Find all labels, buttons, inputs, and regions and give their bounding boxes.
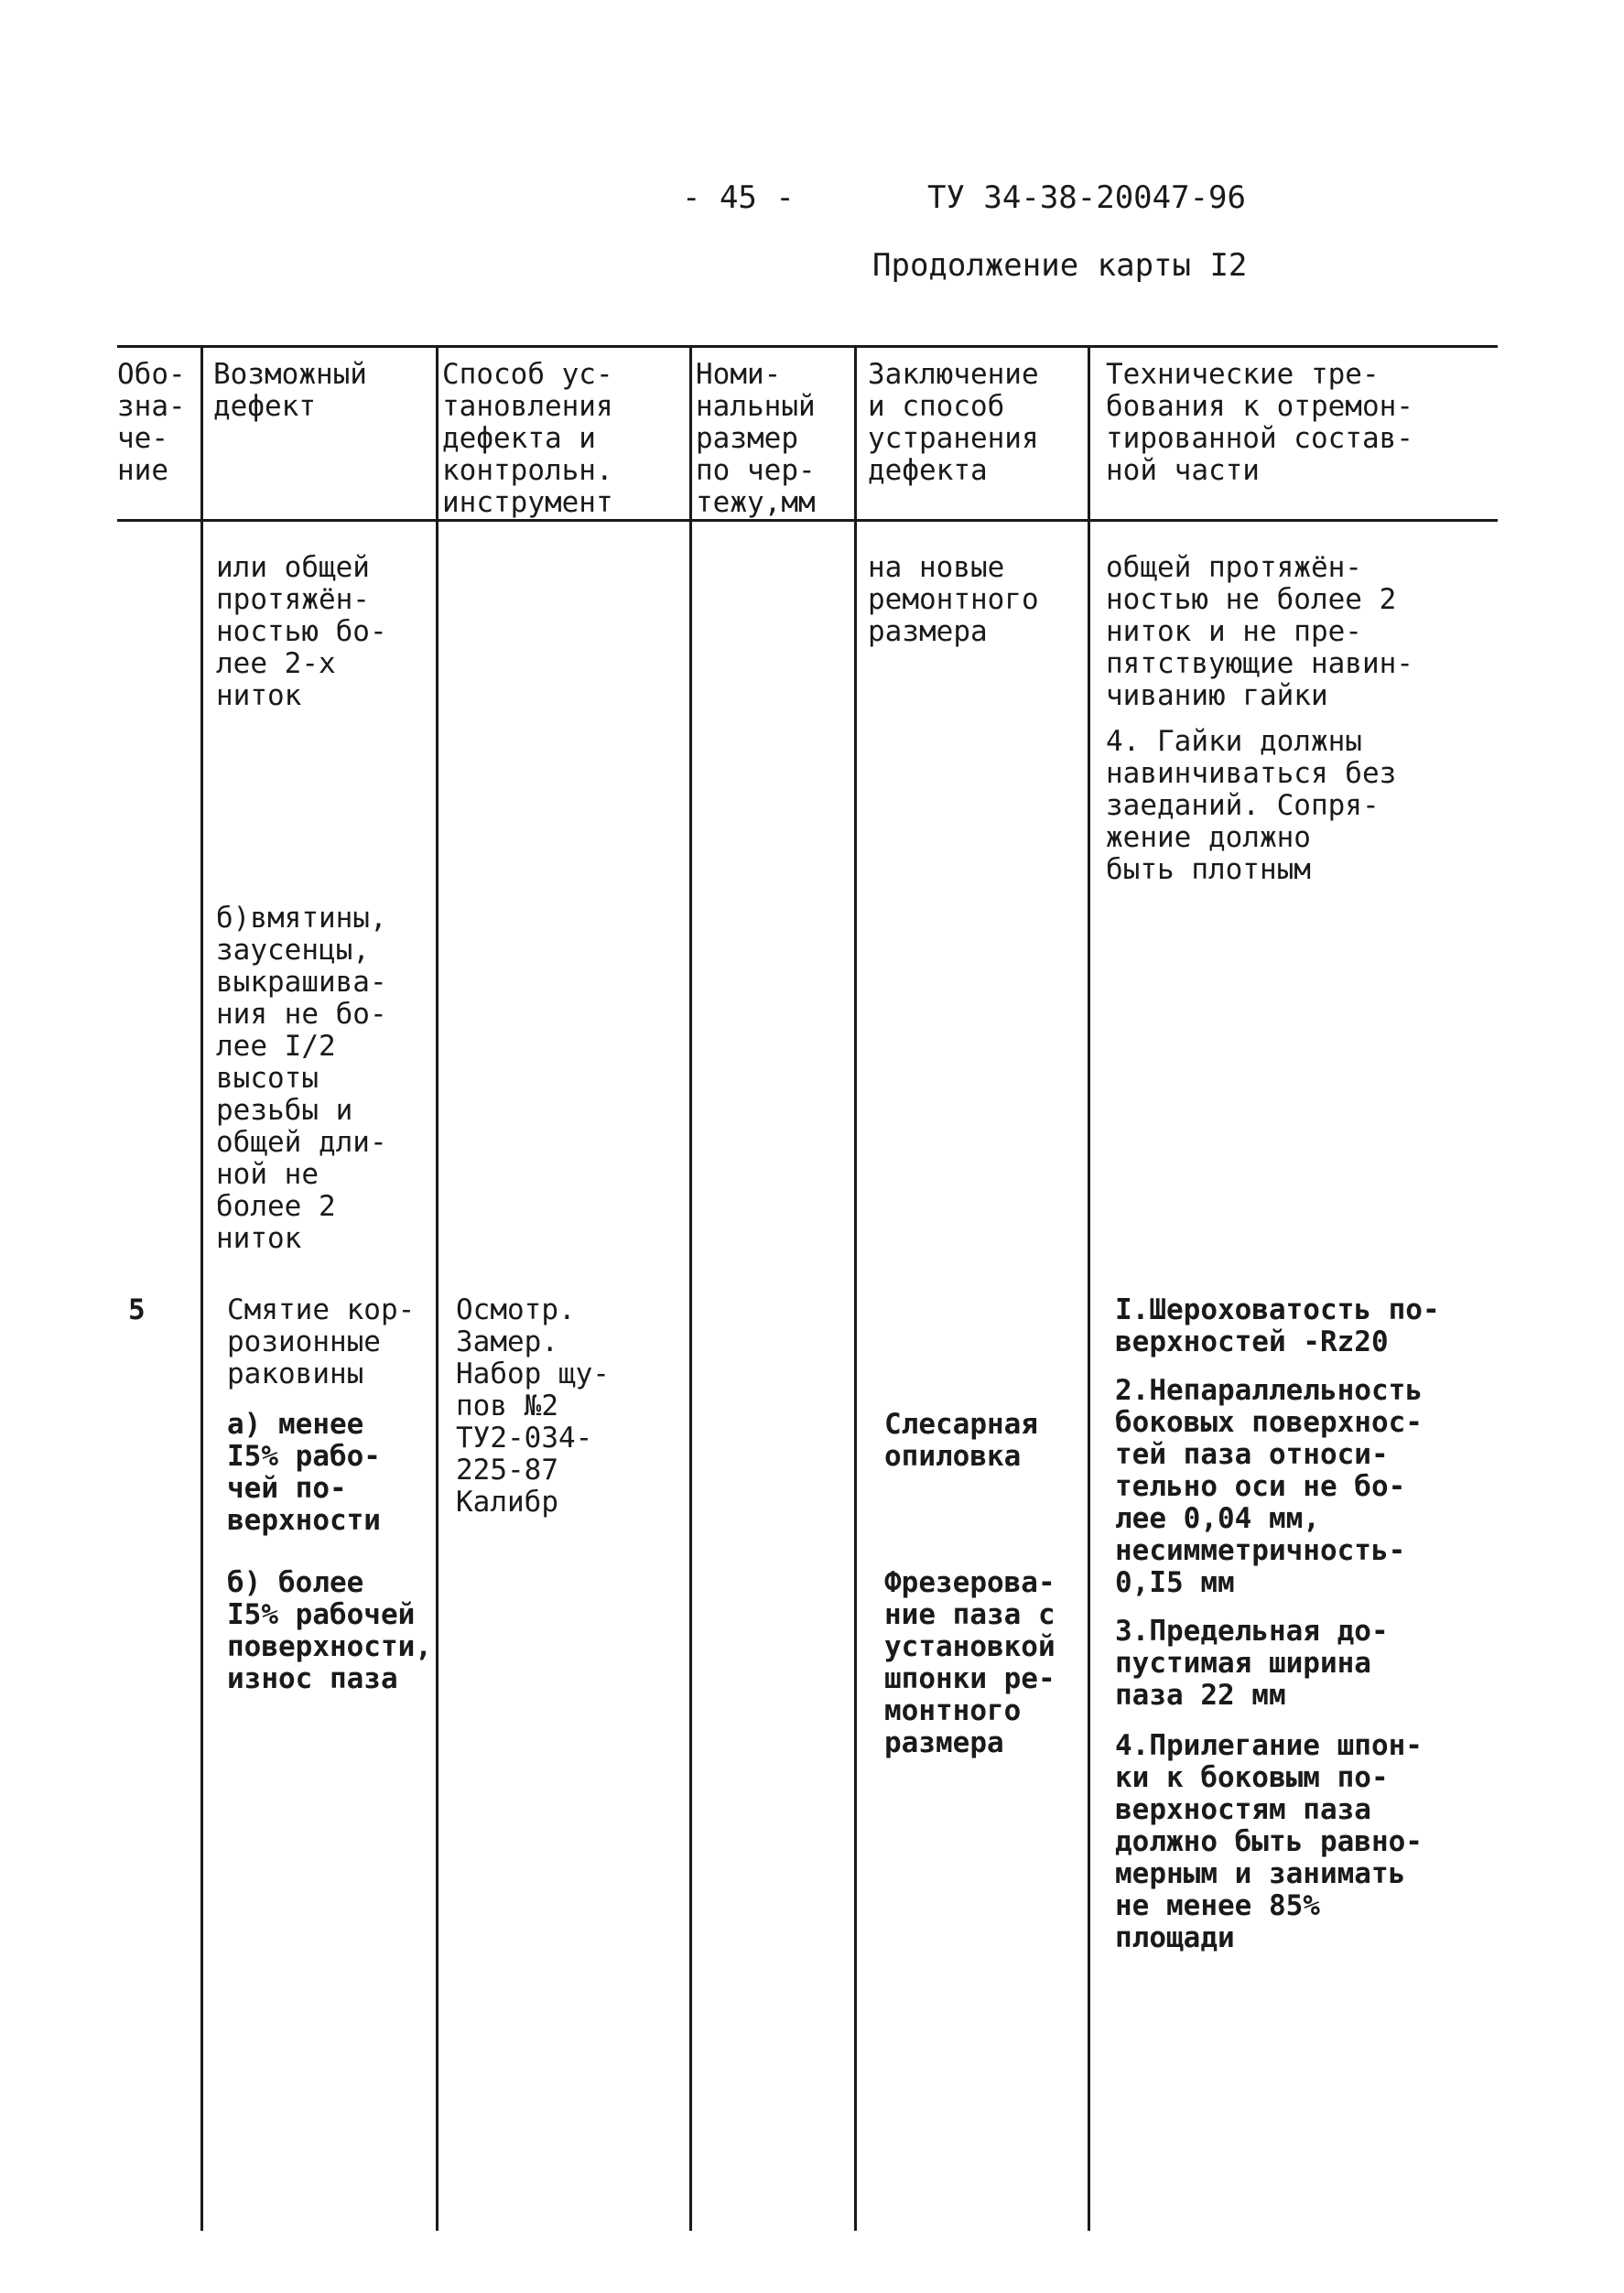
defect-dents-burrs: б)вмятины, заусенцы, выкрашива- ния не бо- лее I/2 высоты резьбы и общей дли- ной не более 2 ниток [216, 902, 387, 1255]
requirement-roughness: I.Шероховатость по- верхностей -Rz20 [1115, 1293, 1440, 1358]
conclusion-new-repair-size: на новые ремонтного размера [868, 551, 1039, 648]
column-divider-2 [436, 345, 438, 2231]
column-divider-3 [689, 345, 692, 2231]
defect-corrosion-b: б) более I5% рабочей поверхности, износ паза [227, 1566, 432, 1695]
requirement-parallelism: 2.Непараллельность боковых поверхнос- тей паза относи- тельно оси не бо- лее 0,04 мм, несимметричность- 0,I5 мм [1115, 1374, 1423, 1599]
column-divider-4 [854, 345, 857, 2231]
conclusion-filing: Слесарная опиловка [884, 1408, 1038, 1473]
header-bottom-rule [117, 519, 1498, 522]
header-detection-method: Способ ус- тановления дефекта и контрольн. инструмент [442, 358, 613, 519]
designation-5: 5 [128, 1293, 146, 1326]
column-divider-1 [200, 345, 203, 2231]
column-divider-5 [1088, 345, 1090, 2231]
requirement-key-contact: 4.Прилегание шпон- ки к боковым по- верхностям паза должно быть равно- мерным и занимать не менее 85% площади [1115, 1729, 1423, 1954]
header-designation: Обо- зна- че- ние [117, 358, 186, 487]
continuation-title: Продолжение карты I2 [872, 247, 1248, 284]
header-conclusion: Заключение и способ устранения дефекта [868, 358, 1039, 487]
page-number: - 45 - [682, 179, 795, 216]
header-requirements: Технические тре- бования к отремон- тированной состав- ной части [1106, 358, 1413, 487]
header-nominal-size: Номи- нальный размер по чер- тежу,мм [696, 358, 816, 519]
defect-corrosion-title: Смятие кор- розионные раковины [227, 1293, 416, 1390]
document-code: ТУ 34-38-20047-96 [927, 179, 1246, 216]
header-possible-defect: Возможный дефект [213, 358, 367, 423]
requirements-thread: общей протяжён- ностью не более 2 ниток и не пре- пятствующие навин- чиванию гайки [1106, 551, 1413, 712]
defect-corrosion-a: а) менее I5% рабо- чей по- верхности [227, 1408, 381, 1537]
requirement-groove-width: 3.Предельная до- пустимая ширина паза 22 мм [1115, 1615, 1389, 1712]
defect-thread-length: или общей протяжён- ностью бо- лее 2-х ниток [216, 551, 387, 712]
requirements-nuts: 4. Гайки должны навинчиваться без заеданий. Сопря- жение должно быть плотным [1106, 725, 1397, 886]
method-inspection: Осмотр. Замер. Набор щу- пов №2 ТУ2-034- 225-87 Калибр [456, 1293, 610, 1519]
conclusion-milling: Фрезерова- ние паза с установкой шпонки ре- монтного размера [884, 1566, 1056, 1759]
table-top-rule [117, 345, 1498, 348]
